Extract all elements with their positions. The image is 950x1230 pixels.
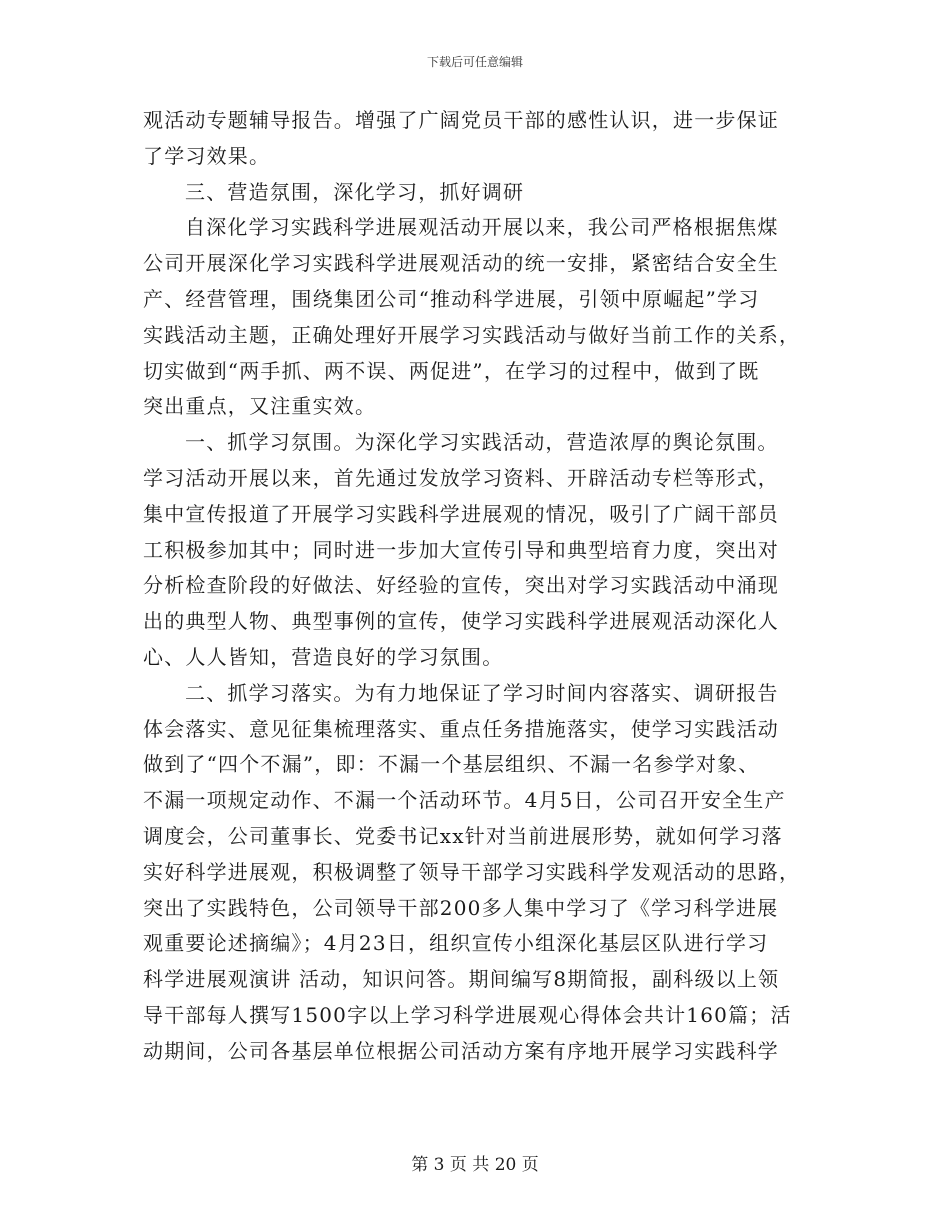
body-line: 了学习效果。 <box>143 143 271 168</box>
body-line: 动期间，公司各基层单位根据公司活动方案有序地开展学习实践科学 <box>143 1038 779 1063</box>
body-line: 切实做到“两手抓、两不误、两促进”，在学习的过程中，做到了既 <box>143 358 760 383</box>
body-line: 一、抓学习氛围。为深化学习实践活动，营造浓厚的舆论氛围。 <box>185 430 779 455</box>
body-line: 工积极参加其中；同时进一步加大宣传引导和典型培育力度，突出对 <box>143 537 779 562</box>
body-line: 科学进展观演讲 活动，知识问答。期间编写8期简报，副科级以上领 <box>143 967 780 992</box>
body-line: 导干部每人撰写1500字以上学习科学进展观心得体会共计160篇；活 <box>143 1002 792 1027</box>
body-line: 学习活动开展以来，首先通过发放学习资料、开辟活动专栏等形式， <box>143 465 779 490</box>
document-body <box>143 103 808 1070</box>
body-line: 自深化学习实践科学进展观活动开展以来，我公司严格根据焦煤 <box>185 215 779 240</box>
body-line: 体会落实、意见征集梳理落实、重点任务措施落实，使学习实践活动 <box>143 716 779 741</box>
body-line: 观重要论述摘编》；4月23日，组织宣传小组深化基层区队进行学习 <box>143 931 769 956</box>
section-heading: 三、营造氛围，深化学习，抓好调研 <box>185 179 525 204</box>
page-header-note: 下载后可任意编辑 <box>426 55 523 69</box>
body-line: 实践活动主题，正确处理好开展学习实践活动与做好当前工作的关系， <box>143 322 801 347</box>
body-line: 集中宣传报道了开展学习实践科学进展观的情况，吸引了广阔干部员 <box>143 501 779 526</box>
body-line: 不漏一项规定动作、不漏一个活动环节。4月5日，公司召开安全生产 <box>143 788 786 813</box>
body-line: 做到了“四个不漏”，即：不漏一个基层组织、不漏一名参学对象、 <box>143 752 760 777</box>
body-line: 突出重点，又注重实效。 <box>143 394 377 419</box>
body-line: 出的典型人物、典型事例的宣传，使学习实践科学进展观活动深化人 <box>143 609 779 634</box>
body-line: 突出了实践特色，公司领导干部200多人集中学习了《学习科学进展 <box>143 895 779 920</box>
body-line: 公司开展深化学习实践科学进展观活动的统一安排，紧密结合安全生 <box>143 251 779 276</box>
body-line: 实好科学进展观，积极调整了领导干部学习实践科学发观活动的思路， <box>143 859 801 884</box>
body-line: 调度会，公司董事长、党委书记xx针对当前进展形势，就如何学习落 <box>143 823 783 848</box>
body-line: 产、经营管理，围绕集团公司“推动科学进展，引领中原崛起”学习 <box>143 286 760 311</box>
body-line: 观活动专题辅导报告。增强了广阔党员干部的感性认识，进一步保证 <box>143 108 779 132</box>
body-line: 二、抓学习落实。为有力地保证了学习时间内容落实、调研报告 <box>185 680 779 705</box>
page-number: 第 3 页 共 20 页 <box>411 1155 539 1175</box>
body-line: 心、人人皆知，营造良好的学习氛围。 <box>143 644 504 669</box>
body-line: 分析检查阶段的好做法、好经验的宣传，突出对学习实践活动中涌现 <box>143 573 779 598</box>
